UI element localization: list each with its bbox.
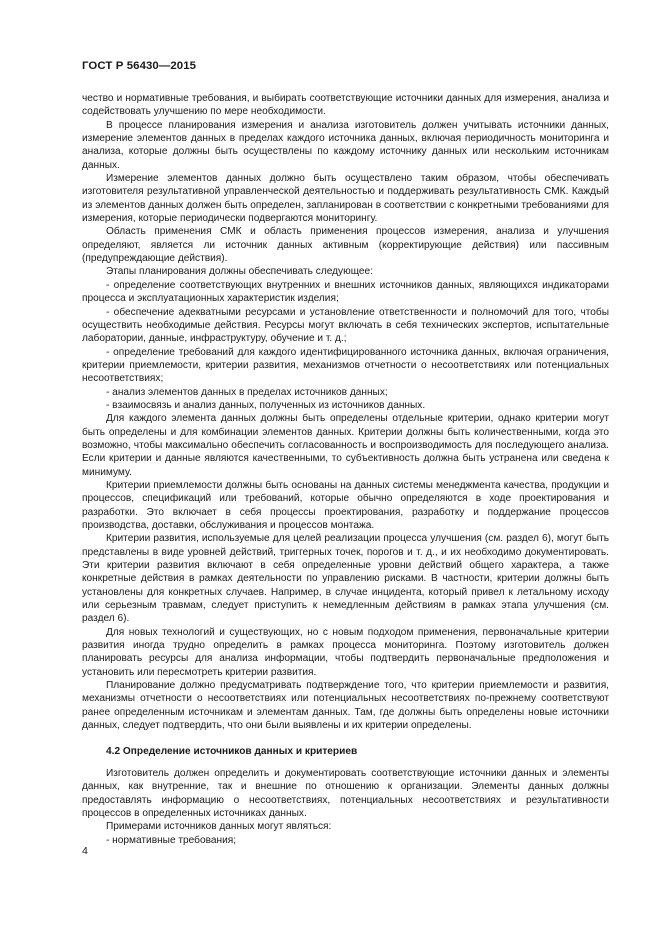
paragraph: Критерии приемлемости должны быть основаны на данных системы менеджмента качества, продукции и процессов, спецификаций или требований, которые обычно определяются в ходе проектирования и разработки. Это включает в себя процессы проектирования, разработку и поддержание процессов производства, доставки, обслуживания и процессов монтажа. bbox=[82, 479, 609, 531]
paragraph: Область применения СМК и область применения процессов измерения, анализа и улучшения определяют, является ли источник данных активным (корректирующие действия) или пассивным (предупреждающие действия). bbox=[82, 226, 609, 265]
list-item: - взаимосвязь и анализ данных, полученных из источников данных. bbox=[106, 399, 426, 411]
body-text bbox=[82, 92, 609, 847]
section-heading: 4.2 Определение источников данных и критериев bbox=[106, 745, 358, 757]
paragraph: Примерами источников данных могут являться: bbox=[106, 821, 332, 833]
paragraph: Измерение элементов данных должно быть осуществлено таким образом, чтобы обеспечивать изготовителя результативной управленческой деятельностью и поддерживать результативность СМК. Каждый из элементов данных должен быть определен, запланирован в соответствии с конкретными требованиями для измерения, которые периодически подвергаются мониторингу. bbox=[82, 173, 609, 225]
paragraph: Для каждого элемента данных должны быть определены отдельные критерии, однако критерии могут быть определены и для комбинации элементов данных. Критерии должны быть количественными, когда это возможно, чтобы максимально обеспечить согласованность и воспроизводимость для последующего анализа. Если критерии и данные являются качественными, то субъективность должна быть устранена или сведена к минимуму. bbox=[82, 413, 609, 478]
paragraph: Планирование должно предусматривать подтверждение того, что критерии приемлемости и развития, механизмы отчетности о несоответствиях или потенциальных несоответствиях по-прежнему соответствуют ранее определенным источникам и элементам данных. Там, где должны быть определены новые источники данных, следует подтвердить, что они были выявлены и их критерии определены. bbox=[82, 680, 609, 732]
list-item: - анализ элементов данных в пределах источников данных; bbox=[106, 386, 388, 398]
paragraph: Для новых технологий и существующих, но с новым подходом применения, первоначальные критерии развития иногда трудно определить в рамках процесса мониторинга. Поэтому изготовитель должен планировать ресурсы для анализа информации, чтобы подтвердить первоначальные предположения и установить или пересмотреть критерии развития. bbox=[82, 626, 609, 678]
list-item: - обеспечение адекватными ресурсами и установление ответственности и полномочий для того, чтобы осуществить необходимые действия. Ресурсы могут включать в себя технических экспертов, испытательные лаборатории, данные, инфраструктуру, обучение и т. д.; bbox=[82, 306, 609, 345]
list-item: - нормативные требования; bbox=[106, 834, 237, 846]
paragraph: Изготовитель должен определить и документировать соответствующие источники данных и элементы данных, как внутренние, так и внешние по отношению к организации. Элементы данных должны предоставлять информацию о несоответствиях, потенциальных несоответствиях и результативности процессов в определенных источниках данных. bbox=[82, 767, 609, 819]
paragraph: В процессе планирования измерения и анализа изготовитель должен учитывать источники данных, измерение элементов данных в пределах каждого источника данных, включая периодичность мониторинга и анализа, которые должны быть осуществлены по каждому источнику данных или нескольким источникам данных. bbox=[82, 119, 609, 171]
document-header: ГОСТ Р 56430—2015 bbox=[82, 60, 197, 72]
paragraph: чество и нормативные требования, и выбирать соответствующие источники данных для измерения, анализа и содействовать улучшению по мере необходимости. bbox=[82, 93, 609, 118]
paragraph: Критерии развития, используемые для целей реализации процесса улучшения (см. раздел 6), могут быть представлены в виде уровней действий, триггерных точек, порогов и т. д., и их необходимо документировать. Эти критерии развития включают в себя определенные уровни действий общего характера, а также конкретные действия в рамках деятельности по управлению рисками. В частности, критерии должны быть установлены для конкретных случаев. Например, в случае инцидента, который привел к летальному исходу или серьезным травмам, следует приступить к немедленным действиям в рамках этапа улучшения (см. раздел 6). bbox=[82, 533, 609, 625]
list-item: - определение требований для каждого идентифицированного источника данных, включая ограничения, критерии приемлемости, критерии развития, механизмов отчетности о несоответствиях или потенциальных несоответствиях; bbox=[82, 346, 609, 385]
page-number: 4 bbox=[82, 845, 88, 857]
list-item: - определение соответствующих внутренних и внешних источников данных, являющихся индикаторами процесса и эксплуатационных характеристик изделия; bbox=[82, 279, 609, 305]
paragraph: Этапы планирования должны обеспечивать следующее: bbox=[106, 266, 374, 278]
